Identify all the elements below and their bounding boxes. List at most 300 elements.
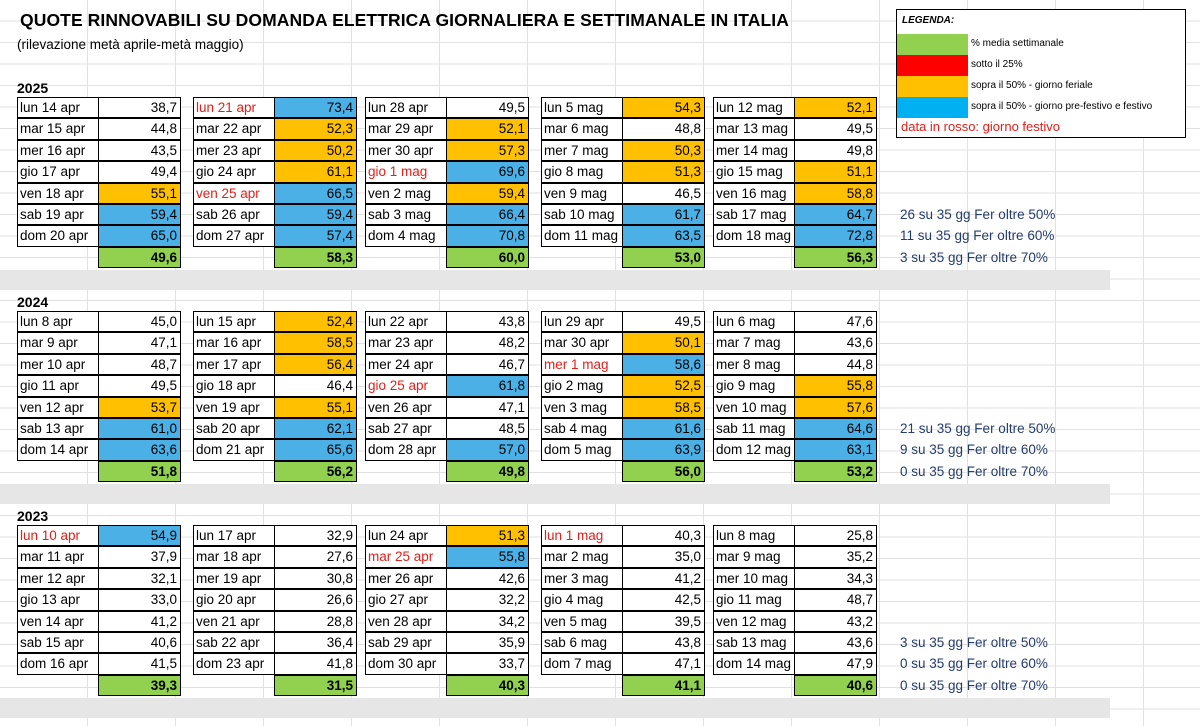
value-cell[interactable]: 70,8 [446,225,529,246]
summary-stat: 3 su 35 gg Fer oltre 50% [900,635,1048,650]
legend-label: sotto il 25% [971,59,1023,70]
value-cell[interactable]: 32,9 [274,525,357,546]
day-label-cell[interactable]: mer 24 apr [365,354,447,375]
value-cell[interactable]: 55,1 [274,397,357,418]
table-row [193,332,356,353]
day-label-cell[interactable]: sab 20 apr [193,418,275,439]
day-label-cell[interactable]: mer 14 mag [713,140,795,161]
average-row [713,675,876,696]
day-label-cell[interactable]: mar 7 mag [713,332,795,353]
table-row [541,589,704,610]
value-cell[interactable]: 35,0 [622,546,705,567]
day-label-cell[interactable]: sab 4 mag [541,418,623,439]
day-label-cell[interactable]: gio 13 apr [17,589,99,610]
weekly-average-cell[interactable]: 56,3 [794,247,877,268]
day-label-cell[interactable]: gio 1 mag [365,161,447,182]
day-label-cell[interactable]: mar 23 apr [365,332,447,353]
value-cell[interactable]: 38,7 [98,97,181,118]
value-cell[interactable]: 73,4 [274,97,357,118]
value-cell[interactable]: 61,8 [446,375,529,396]
day-label-cell[interactable]: lun 1 mag [541,525,623,546]
value-cell[interactable]: 46,4 [274,375,357,396]
value-cell[interactable]: 39,5 [622,611,705,632]
day-label-cell[interactable]: mar 6 mag [541,118,623,139]
value-cell[interactable]: 52,4 [274,311,357,332]
day-label-cell[interactable]: ven 12 mag [713,611,795,632]
value-cell[interactable]: 32,1 [98,568,181,589]
table-row [541,332,704,353]
table-row [193,653,356,674]
day-label-cell[interactable]: lun 14 apr [17,97,99,118]
value-cell[interactable]: 49,4 [98,161,181,182]
value-cell[interactable]: 33,7 [446,653,529,674]
day-label-cell[interactable]: ven 28 apr [365,611,447,632]
table-row [713,161,876,182]
value-cell[interactable]: 32,2 [446,589,529,610]
table-row [193,375,356,396]
average-row [713,461,876,482]
value-cell[interactable]: 64,7 [794,204,877,225]
table-row [365,204,528,225]
weekly-average-cell[interactable]: 41,1 [622,675,705,696]
day-label-cell[interactable]: ven 25 apr [193,183,275,204]
value-cell[interactable]: 26,6 [274,589,357,610]
day-label-cell[interactable]: mer 26 apr [365,568,447,589]
weekly-average-cell[interactable]: 31,5 [274,675,357,696]
table-row [541,97,704,118]
day-label-cell[interactable]: sab 27 apr [365,418,447,439]
weekly-average-cell[interactable]: 39,3 [98,675,181,696]
day-label-cell[interactable]: dom 16 apr [17,653,99,674]
table-row [17,611,180,632]
day-label-cell[interactable]: mer 17 apr [193,354,275,375]
value-cell[interactable]: 62,1 [274,418,357,439]
average-row [365,247,528,268]
day-label-cell[interactable]: mer 8 mag [713,354,795,375]
value-cell[interactable]: 63,5 [622,225,705,246]
day-label-cell[interactable]: ven 26 apr [365,397,447,418]
value-cell[interactable]: 49,5 [98,375,181,396]
day-label-cell[interactable]: mer 23 apr [193,140,275,161]
day-label-cell[interactable]: sab 19 apr [17,204,99,225]
day-label-cell[interactable]: mer 19 apr [193,568,275,589]
table-row [17,375,180,396]
week-table [541,525,704,696]
table-row [365,418,528,439]
table-row [541,568,704,589]
weekly-average-cell[interactable]: 56,0 [622,461,705,482]
value-cell[interactable]: 43,6 [794,632,877,653]
table-row [193,439,356,460]
legend-swatch-orange [897,76,968,97]
week-table [193,97,356,268]
weekly-average-cell[interactable]: 49,6 [98,247,181,268]
value-cell[interactable]: 48,8 [622,118,705,139]
table-row [193,183,356,204]
value-cell[interactable]: 25,8 [794,525,877,546]
day-label-cell[interactable]: dom 14 mag [713,653,795,674]
table-row [365,589,528,610]
value-cell[interactable]: 58,5 [274,332,357,353]
table-row [541,118,704,139]
table-row [713,118,876,139]
table-row [541,161,704,182]
table-row [193,118,356,139]
average-row [17,461,180,482]
weekly-average-cell[interactable]: 40,3 [446,675,529,696]
value-cell[interactable]: 43,8 [622,632,705,653]
day-label-cell[interactable]: sab 15 apr [17,632,99,653]
summary-stat: 26 su 35 gg Fer oltre 50% [900,207,1056,222]
day-label-cell[interactable]: mar 30 apr [541,332,623,353]
day-label-cell[interactable]: gio 11 mag [713,589,795,610]
average-row [541,675,704,696]
weekly-average-cell[interactable]: 53,0 [622,247,705,268]
table-row [17,97,180,118]
day-label-cell[interactable]: mer 30 apr [365,140,447,161]
value-cell[interactable]: 33,0 [98,589,181,610]
average-row [365,461,528,482]
day-label-cell[interactable]: lun 24 apr [365,525,447,546]
day-label-cell[interactable]: lun 10 apr [17,525,99,546]
day-label-cell[interactable]: sab 29 apr [365,632,447,653]
value-cell[interactable]: 57,4 [274,225,357,246]
table-row [193,546,356,567]
value-cell[interactable]: 35,9 [446,632,529,653]
value-cell[interactable]: 55,1 [98,183,181,204]
value-cell[interactable]: 50,1 [622,332,705,353]
day-label-cell[interactable]: dom 14 apr [17,439,99,460]
value-cell[interactable]: 49,5 [622,311,705,332]
day-label-cell[interactable]: ven 21 apr [193,611,275,632]
day-label-cell[interactable]: mar 22 apr [193,118,275,139]
day-label-cell[interactable]: ven 18 apr [17,183,99,204]
value-cell[interactable]: 27,6 [274,546,357,567]
value-cell[interactable]: 48,2 [446,332,529,353]
table-row [713,183,876,204]
summary-stat: 3 su 35 gg Fer oltre 70% [900,249,1048,265]
day-label-cell[interactable]: lun 21 apr [193,97,275,118]
table-row [365,225,528,246]
day-label-cell[interactable]: sab 13 apr [17,418,99,439]
value-cell[interactable]: 57,6 [794,397,877,418]
day-label-cell[interactable]: ven 2 mag [365,183,447,204]
day-label-cell[interactable]: gio 11 apr [17,375,99,396]
day-label-cell[interactable]: mer 3 mag [541,568,623,589]
day-label-cell[interactable]: ven 16 mag [713,183,795,204]
value-cell[interactable]: 44,8 [98,118,181,139]
day-label-cell[interactable]: mar 13 mag [713,118,795,139]
day-label-cell[interactable]: sab 13 mag [713,632,795,653]
day-label-cell[interactable]: gio 4 mag [541,589,623,610]
value-cell[interactable]: 42,5 [622,589,705,610]
value-cell[interactable]: 59,4 [274,204,357,225]
day-label-cell[interactable]: ven 19 apr [193,397,275,418]
day-label-cell[interactable]: mer 10 apr [17,354,99,375]
table-row [193,525,356,546]
day-label-cell[interactable]: mar 2 mag [541,546,623,567]
table-row [365,611,528,632]
value-cell[interactable]: 63,6 [98,439,181,460]
page-subtitle: (rilevazione metà aprile-metà maggio) [17,37,244,52]
table-row [17,183,180,204]
day-label-cell[interactable]: mer 12 apr [17,568,99,589]
value-cell[interactable]: 65,0 [98,225,181,246]
value-cell[interactable]: 52,1 [446,118,529,139]
table-row [541,354,704,375]
value-cell[interactable]: 41,2 [98,611,181,632]
table-row [365,183,528,204]
table-row [193,611,356,632]
value-cell[interactable]: 46,5 [622,183,705,204]
value-cell[interactable]: 36,4 [274,632,357,653]
value-cell[interactable]: 50,2 [274,140,357,161]
table-row [365,118,528,139]
value-cell[interactable]: 41,8 [274,653,357,674]
value-cell[interactable]: 40,3 [622,525,705,546]
table-row [193,632,356,653]
day-label-cell[interactable]: mer 10 mag [713,568,795,589]
value-cell[interactable]: 66,4 [446,204,529,225]
value-cell[interactable]: 42,6 [446,568,529,589]
day-label-cell[interactable]: lun 29 apr [541,311,623,332]
value-cell[interactable]: 61,0 [98,418,181,439]
table-row [713,397,876,418]
value-cell[interactable]: 34,2 [446,611,529,632]
day-label-cell[interactable]: sab 22 apr [193,632,275,653]
day-label-cell[interactable]: lun 8 mag [713,525,795,546]
value-cell[interactable]: 43,8 [446,311,529,332]
value-cell[interactable]: 43,2 [794,611,877,632]
day-label-cell[interactable]: mer 1 mag [541,354,623,375]
page-title: QUOTE RINNOVABILI SU DOMANDA ELETTRICA GIORNALIERA E SETTIMANALE IN ITALIA [20,10,789,30]
week-table [713,97,876,268]
value-cell[interactable]: 46,7 [446,354,529,375]
day-label-cell[interactable]: dom 4 mag [365,225,447,246]
day-label-cell[interactable]: dom 30 apr [365,653,447,674]
value-cell[interactable]: 52,5 [622,375,705,396]
day-label-cell[interactable]: mer 16 apr [17,140,99,161]
value-cell[interactable]: 57,3 [446,140,529,161]
value-cell[interactable]: 61,6 [622,418,705,439]
value-cell[interactable]: 58,6 [622,354,705,375]
day-label-cell[interactable]: gio 27 apr [365,589,447,610]
value-cell[interactable]: 48,5 [446,418,529,439]
value-cell[interactable]: 51,1 [794,161,877,182]
day-label-cell[interactable]: lun 17 apr [193,525,275,546]
legend-swatch-red [897,55,968,76]
day-label-cell[interactable]: ven 5 mag [541,611,623,632]
day-label-cell[interactable]: ven 14 apr [17,611,99,632]
value-cell[interactable]: 28,8 [274,611,357,632]
weekly-average-cell[interactable]: 53,2 [794,461,877,482]
legend-swatch-green [897,34,968,55]
day-label-cell[interactable]: lun 5 mag [541,97,623,118]
day-label-cell[interactable]: mar 25 apr [365,546,447,567]
day-label-cell[interactable]: dom 18 mag [713,225,795,246]
day-label-cell[interactable]: lun 12 mag [713,97,795,118]
day-label-cell[interactable]: gio 2 mag [541,375,623,396]
day-label-cell[interactable]: mar 9 mag [713,546,795,567]
day-label-cell[interactable]: mar 16 apr [193,332,275,353]
day-label-cell[interactable]: sab 6 mag [541,632,623,653]
value-cell[interactable]: 40,6 [98,632,181,653]
value-cell[interactable]: 53,7 [98,397,181,418]
week-table [365,311,528,482]
value-cell[interactable]: 55,8 [794,375,877,396]
table-row [541,397,704,418]
value-cell[interactable]: 58,8 [794,183,877,204]
week-table [193,311,356,482]
day-label-cell[interactable]: ven 3 mag [541,397,623,418]
table-row [541,632,704,653]
value-cell[interactable]: 41,2 [622,568,705,589]
weekly-average-cell[interactable]: 56,2 [274,461,357,482]
day-label-cell[interactable]: mer 7 mag [541,140,623,161]
day-label-cell[interactable]: lun 6 mag [713,311,795,332]
value-cell[interactable]: 63,9 [622,439,705,460]
summary-stat: 9 su 35 gg Fer oltre 60% [900,442,1048,458]
table-row [365,140,528,161]
value-cell[interactable]: 47,1 [622,653,705,674]
day-label-cell[interactable]: mar 11 apr [17,546,99,567]
day-label-cell[interactable]: dom 27 apr [193,225,275,246]
day-label-cell[interactable]: gio 9 mag [713,375,795,396]
table-row [17,589,180,610]
day-label-cell[interactable]: gio 25 apr [365,375,447,396]
day-label-cell[interactable]: ven 9 mag [541,183,623,204]
day-label-cell[interactable]: sab 11 mag [713,418,795,439]
value-cell[interactable]: 58,5 [622,397,705,418]
table-row [193,418,356,439]
value-cell[interactable]: 61,7 [622,204,705,225]
day-label-cell[interactable]: dom 7 mag [541,653,623,674]
day-label-cell[interactable]: dom 11 mag [541,225,623,246]
day-label-cell[interactable]: mar 9 apr [17,332,99,353]
value-cell[interactable]: 57,0 [446,439,529,460]
table-row [365,97,528,118]
day-label-cell[interactable]: sab 3 mag [365,204,447,225]
day-label-cell[interactable]: mar 15 apr [17,118,99,139]
day-label-cell[interactable]: sab 26 apr [193,204,275,225]
day-label-cell[interactable]: dom 5 mag [541,439,623,460]
value-cell[interactable]: 47,1 [446,397,529,418]
value-cell[interactable]: 65,6 [274,439,357,460]
day-label-cell[interactable]: dom 12 mag [713,439,795,460]
day-label-cell[interactable]: dom 23 apr [193,653,275,674]
day-label-cell[interactable]: sab 10 mag [541,204,623,225]
value-cell[interactable]: 49,8 [794,140,877,161]
table-row [713,97,876,118]
value-cell[interactable]: 66,5 [274,183,357,204]
table-row [365,439,528,460]
value-cell[interactable]: 48,7 [794,589,877,610]
table-row [17,311,180,332]
table-row [365,332,528,353]
week-table [17,525,180,696]
value-cell[interactable]: 52,1 [794,97,877,118]
value-cell[interactable]: 52,3 [274,118,357,139]
value-cell[interactable]: 51,3 [622,161,705,182]
value-cell[interactable]: 50,3 [622,140,705,161]
value-cell[interactable]: 34,3 [794,568,877,589]
day-label-cell[interactable]: dom 21 apr [193,439,275,460]
weekly-average-cell[interactable]: 60,0 [446,247,529,268]
legend-item-below-25 [897,55,1184,76]
value-cell[interactable]: 47,1 [98,332,181,353]
day-label-cell[interactable]: lun 22 apr [365,311,447,332]
value-cell[interactable]: 35,2 [794,546,877,567]
day-label-cell[interactable]: gio 20 apr [193,589,275,610]
value-cell[interactable]: 49,5 [794,118,877,139]
value-cell[interactable]: 43,6 [794,332,877,353]
day-label-cell[interactable]: sab 17 mag [713,204,795,225]
value-cell[interactable]: 47,6 [794,311,877,332]
value-cell[interactable]: 72,8 [794,225,877,246]
weekly-average-cell[interactable]: 51,8 [98,461,181,482]
table-row [17,161,180,182]
day-label-cell[interactable]: gio 18 apr [193,375,275,396]
table-row [17,653,180,674]
day-label-cell[interactable]: dom 20 apr [17,225,99,246]
day-label-cell[interactable]: mar 18 apr [193,546,275,567]
value-cell[interactable]: 69,6 [446,161,529,182]
weekly-average-cell[interactable]: 49,8 [446,461,529,482]
summary-stat: 21 su 35 gg Fer oltre 50% [900,421,1056,436]
value-cell[interactable]: 37,9 [98,546,181,567]
day-label-cell[interactable]: ven 12 apr [17,397,99,418]
week-table [713,311,876,482]
value-cell[interactable]: 56,4 [274,354,357,375]
weekly-average-cell[interactable]: 58,3 [274,247,357,268]
year-label: 2023 [17,508,49,524]
legend-label: sopra il 50% - giorno feriale [971,80,1093,91]
value-cell[interactable]: 30,8 [274,568,357,589]
day-label-cell[interactable]: lun 28 apr [365,97,447,118]
table-row [17,225,180,246]
value-cell[interactable]: 61,1 [274,161,357,182]
value-cell[interactable]: 48,7 [98,354,181,375]
value-cell[interactable]: 51,3 [446,525,529,546]
value-cell[interactable]: 47,9 [794,653,877,674]
value-cell[interactable]: 43,5 [98,140,181,161]
table-row [713,568,876,589]
day-label-cell[interactable]: gio 8 mag [541,161,623,182]
day-label-cell[interactable]: lun 8 apr [17,311,99,332]
day-label-cell[interactable]: gio 17 apr [17,161,99,182]
day-label-cell[interactable]: mar 29 apr [365,118,447,139]
value-cell[interactable]: 54,9 [98,525,181,546]
value-cell[interactable]: 64,6 [794,418,877,439]
day-label-cell[interactable]: ven 10 mag [713,397,795,418]
value-cell[interactable]: 59,4 [98,204,181,225]
day-label-cell[interactable]: gio 24 apr [193,161,275,182]
value-cell[interactable]: 45,0 [98,311,181,332]
day-label-cell[interactable]: lun 15 apr [193,311,275,332]
value-cell[interactable]: 44,8 [794,354,877,375]
weekly-average-cell[interactable]: 40,6 [794,675,877,696]
value-cell[interactable]: 63,1 [794,439,877,460]
day-label-cell[interactable]: gio 15 mag [713,161,795,182]
day-label-cell[interactable]: dom 28 apr [365,439,447,460]
value-cell[interactable]: 49,5 [446,97,529,118]
value-cell[interactable]: 54,3 [622,97,705,118]
value-cell[interactable]: 55,8 [446,546,529,567]
value-cell[interactable]: 59,4 [446,183,529,204]
value-cell[interactable]: 41,5 [98,653,181,674]
table-row [365,525,528,546]
legend-item-weekly-average [897,34,1184,55]
